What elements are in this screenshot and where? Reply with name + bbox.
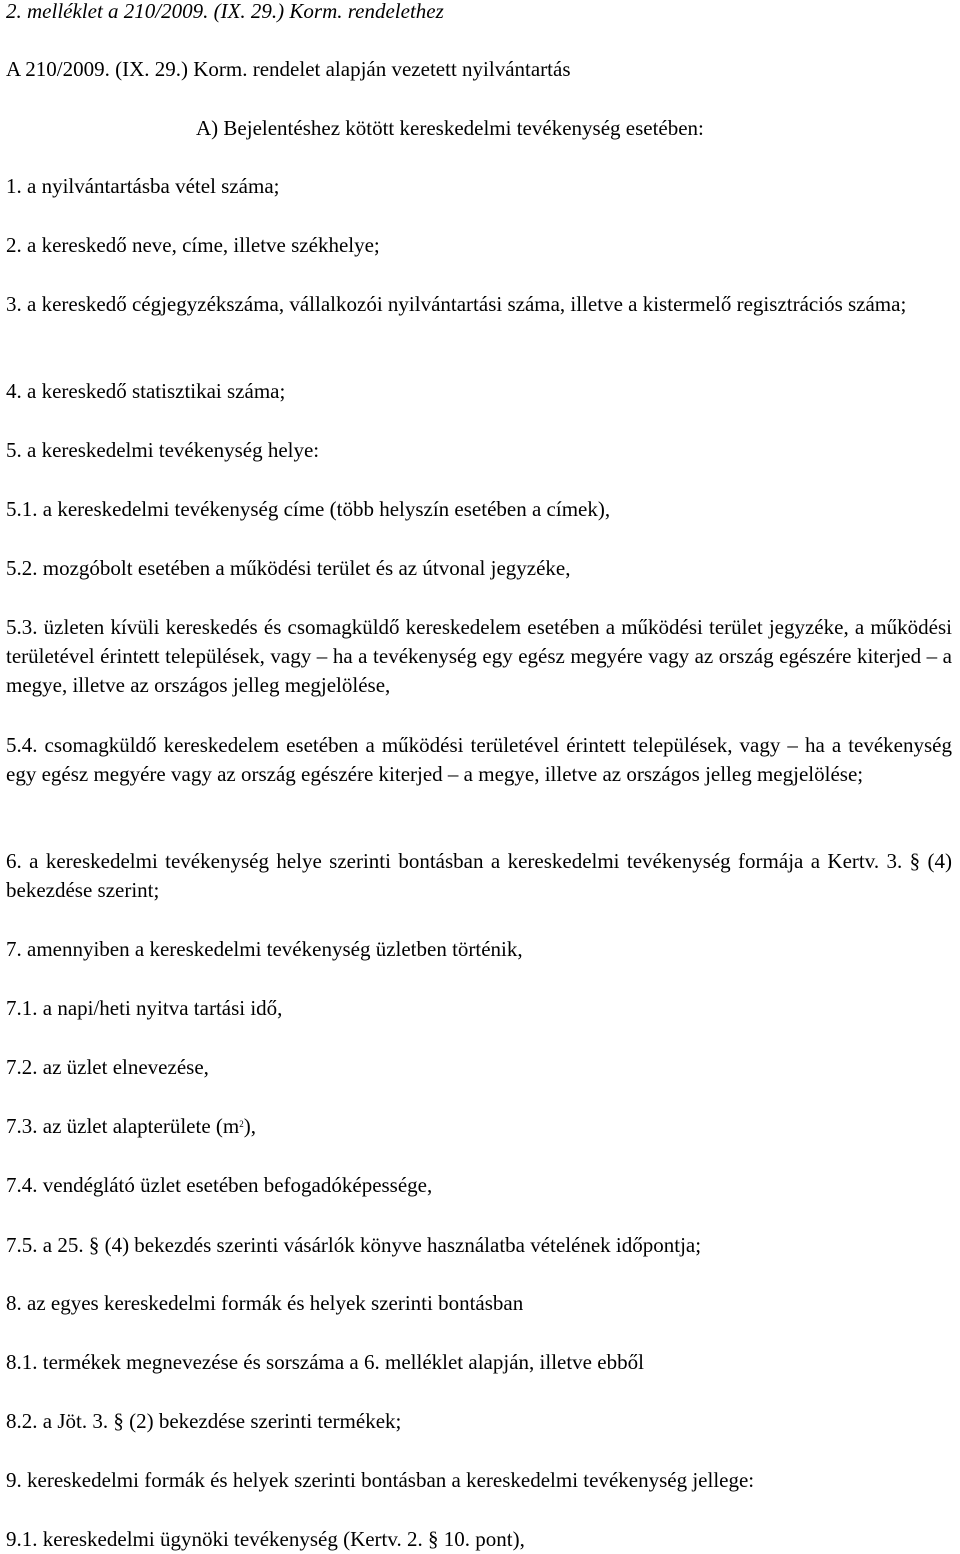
list-item-7-3-closing: ), <box>243 1114 256 1138</box>
list-item-7-1: 7.1. a napi/heti nyitva tartási idő, <box>6 996 283 1020</box>
list-item-9-1: 9.1. kereskedelmi ügynöki tevékenység (Kertv. 2. § 10. pont), <box>6 1527 525 1551</box>
section-heading: A) Bejelentéshez kötött kereskedelmi tevékenység esetében: <box>196 116 704 140</box>
list-item-1: 1. a nyilvántartásba vétel száma; <box>6 174 280 198</box>
list-item-3: 3. a kereskedő cégjegyzékszáma, vállalkozói nyilvántartási száma, illetve a kistermelő regisztrációs száma; <box>6 292 907 316</box>
list-item-5-3: 5.3. üzleten kívüli kereskedés és csomagküldő kereskedelem esetében a működési terület jegyzéke, a működési területével érintett települések, vagy – ha a tevékenység egy egész megyére vagy az ország egészére kiterjed – a megye, illetve az országos jelleg megjelölése, <box>6 615 952 697</box>
superscript-two: 2 <box>239 1119 244 1129</box>
annex-title: 2. melléklet a 210/2009. (IX. 29.) Korm. rendelethez <box>6 0 444 23</box>
list-item-5-4: 5.4. csomagküldő kereskedelem esetében a működési területével érintett települések, vagy – ha a tevékenység egy egész megyére vagy az ország egészére kiterjed – a megye, illetve az országos jelleg megjelölése; <box>6 733 952 786</box>
document-subtitle: A 210/2009. (IX. 29.) Korm. rendelet alapján vezetett nyilvántartás <box>6 57 571 81</box>
list-item-5: 5. a kereskedelmi tevékenység helye: <box>6 438 320 462</box>
list-item-7-2: 7.2. az üzlet elnevezése, <box>6 1055 209 1079</box>
list-item-8: 8. az egyes kereskedelmi formák és helyek szerinti bontásban <box>6 1291 524 1315</box>
list-item-8-2: 8.2. a Jöt. 3. § (2) bekezdése szerinti termékek; <box>6 1409 402 1433</box>
list-item-4: 4. a kereskedő statisztikai száma; <box>6 379 286 403</box>
list-item-9: 9. kereskedelmi formák és helyek szerinti bontásban a kereskedelmi tevékenység jellege: <box>6 1468 755 1492</box>
list-item-7-3 <box>6 1112 256 1141</box>
list-item-7-5: 7.5. a 25. § (4) bekezdés szerinti vásárlók könyve használatba vételének időpontja; <box>6 1233 702 1257</box>
list-item-6: 6. a kereskedelmi tevékenység helye szerinti bontásban a kereskedelmi tevékenység formája a Kertv. 3. § (4) bekezdése szerint; <box>6 849 952 902</box>
list-item-7-3-text: 7.3. az üzlet alapterülete (m <box>6 1114 240 1138</box>
list-item-2: 2. a kereskedő neve, címe, illetve székhelye; <box>6 233 380 257</box>
list-item-7-4: 7.4. vendéglátó üzlet esetében befogadóképessége, <box>6 1173 433 1197</box>
list-item-7: 7. amennyiben a kereskedelmi tevékenység üzletben történik, <box>6 937 523 961</box>
list-item-5-1: 5.1. a kereskedelmi tevékenység címe (több helyszín esetében a címek), <box>6 497 611 521</box>
list-item-5-2: 5.2. mozgóbolt esetében a működési terület és az útvonal jegyzéke, <box>6 556 571 580</box>
list-item-8-1: 8.1. termékek megnevezése és sorszáma a 6. melléklet alapján, illetve ebből <box>6 1350 644 1374</box>
